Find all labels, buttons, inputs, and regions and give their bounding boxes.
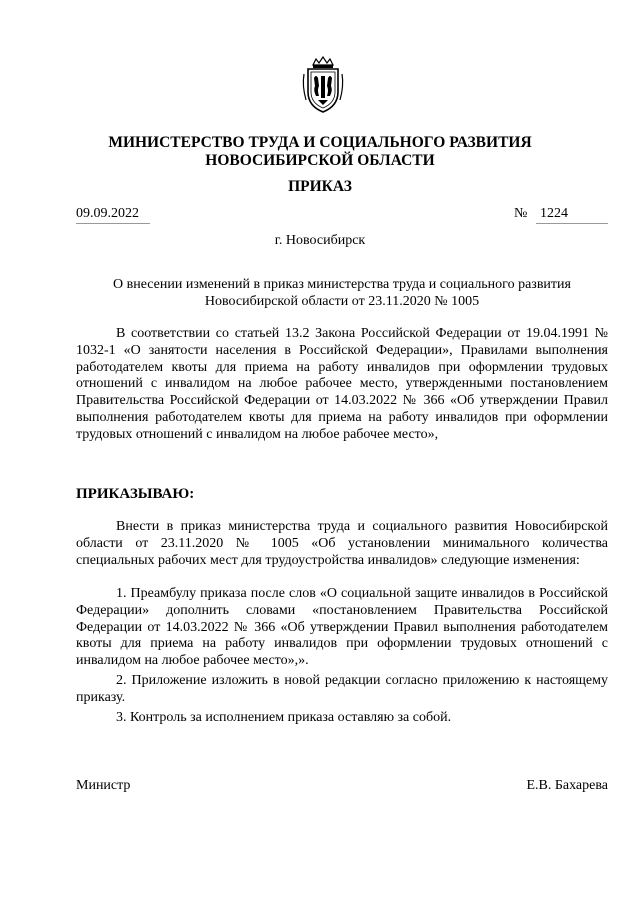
order-keyword: ПРИКАЗЫВАЮ: [76,486,195,502]
ministry-name-line1: МИНИСТЕРСТВО ТРУДА И СОЦИАЛЬНОГО РАЗВИТИЯ [108,134,532,151]
ministry-name-line2: НОВОСИБИРСКОЙ ОБЛАСТИ [205,152,435,169]
order-title: ПРИКАЗ [288,178,352,195]
order-subject [76,277,608,310]
order-city: г. Новосибирск [274,233,366,248]
ministry-name [60,134,580,170]
preamble-paragraph: В соответствии со статьей 13.2 Закона Российской Федерации от 19.04.1991 № 1032-1 «О занятости населения в Российской Федерации», Правилами выполнения работодателем квоты для приема на работу инвалидов при оформлении трудовых отношений с инвалидом на любое рабочее место, утвержденными постановлением Правительства Российской Федерации от 14.03.2022 № 366 «Об утверждении Правил выполнения работодателем квоты для приема на работу инвалидов при оформлении трудовых отношений с инвалидом на любое рабочее место», [76,326,608,442]
intro-paragraph: Внести в приказ министерства труда и социального развития Новосибирской области от 23.11.2020 № 1005 «Об установлении минимального количества специальных рабочих мест для трудоустройства инвалидов» следующие изменения: [76,519,608,568]
order-subject-line1: О внесении изменений в приказ министерства труда и социального развития [113,277,571,292]
item-1-paragraph: 1. Преамбулу приказа после слов «О социальной защите инвалидов в Российской Федерации» дополнить словами «постановлением Правительства Российской Федерации от 14.03.2022 № 366 «Об утверждении Правил выполнения работодателем квоты для приема на работу инвалидов при оформлении трудовых отношений с инвалидом на любое рабочее место»,». [76,586,608,669]
item-3-paragraph: 3. Контроль за исполнением приказа оставляю за собой. [116,710,452,725]
order-number: 1224 [536,206,608,224]
order-subject-line2: Новосибирской области от 23.11.2020 № 1005 [204,293,480,309]
order-number-sign: № [514,206,528,221]
coat-of-arms-icon [300,56,346,114]
order-date: 09.09.2022 [76,206,150,224]
signatory-position: Министр [76,778,131,793]
item-2-paragraph: 2. Приложение изложить в новой редакции согласно приложению к настоящему приказу. [76,673,608,705]
signatory-name: Е.В. Бахарева [526,778,608,793]
